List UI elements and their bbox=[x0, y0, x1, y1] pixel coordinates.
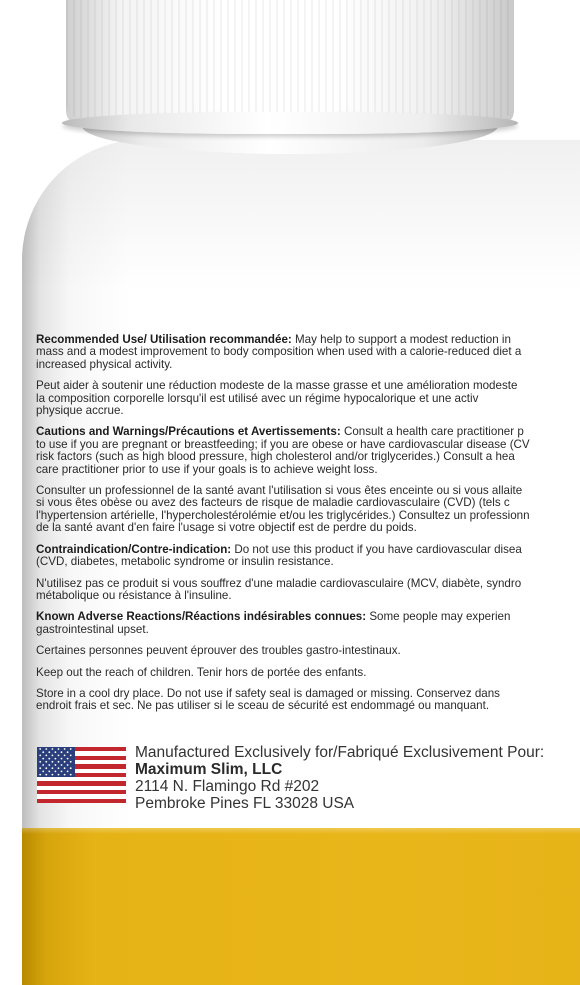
flag-star bbox=[61, 751, 63, 753]
recommended-heading: Recommended Use/ Utilisation recommandée: bbox=[36, 333, 292, 346]
adverse-reactions: Known Adverse Reactions/Réactions indésirables connues: Some people may experien gastrointestinal upset. bbox=[36, 610, 511, 636]
recommended-use-fr: Peut aider à soutenir une réduction modeste de la masse grasse et une amélioration modeste la composition corporelle lorsqu'il est utilisé avec un régime hypocalorique et une activ physique accrue. bbox=[36, 379, 518, 418]
flag-star bbox=[45, 774, 47, 776]
flag-canton bbox=[37, 747, 75, 777]
flag-star bbox=[39, 761, 41, 763]
flag-star bbox=[64, 761, 66, 763]
flag-star bbox=[64, 767, 66, 769]
flag-star bbox=[39, 755, 41, 757]
band-highlight bbox=[22, 828, 580, 834]
flag-star bbox=[58, 755, 60, 757]
flag-star bbox=[55, 764, 57, 766]
flag-star bbox=[61, 771, 63, 773]
flag-star bbox=[52, 774, 54, 776]
flag-star bbox=[67, 764, 69, 766]
flag-star bbox=[70, 761, 72, 763]
flag-star bbox=[52, 761, 54, 763]
children-warning: Keep out the reach of children. Tenir hors de portée des enfants. bbox=[36, 665, 367, 679]
flag-star bbox=[48, 758, 50, 760]
flag-star bbox=[61, 758, 63, 760]
cap-rim bbox=[62, 112, 518, 134]
flag-star bbox=[58, 748, 60, 750]
flag-star bbox=[42, 758, 44, 760]
manufacturer-heading: Manufactured Exclusively for/Fabriqué Exclusivement Pour: bbox=[135, 744, 545, 761]
flag-star bbox=[45, 767, 47, 769]
manufacturer-block bbox=[135, 744, 580, 812]
manufacturer-company: Maximum Slim, LLC bbox=[135, 761, 283, 778]
flag-star bbox=[70, 774, 72, 776]
flag-star bbox=[52, 755, 54, 757]
flag-star bbox=[67, 758, 69, 760]
flag-star bbox=[67, 751, 69, 753]
contraindication-heading: Contraindication/Contre-indication: bbox=[36, 542, 232, 556]
cap-ridges bbox=[66, 0, 514, 118]
flag-star bbox=[64, 774, 66, 776]
us-flag-icon bbox=[37, 747, 126, 803]
flag-star bbox=[70, 755, 72, 757]
flag-star bbox=[55, 771, 57, 773]
adverse-reactions-fr: Certaines personnes peuvent éprouver des troubles gastro-intestinaux. bbox=[36, 644, 401, 658]
cautions-heading: Cautions and Warnings/Précautions et Avertissements: bbox=[36, 425, 341, 439]
adverse-heading: Known Adverse Reactions/Réactions indésirables connues: bbox=[36, 610, 367, 624]
manufacturer-address-line2: Pembroke Pines FL 33028 USA bbox=[135, 795, 355, 812]
supplement-label bbox=[36, 334, 580, 722]
flag-star bbox=[55, 751, 57, 753]
flag-star bbox=[58, 767, 60, 769]
flag-star bbox=[48, 751, 50, 753]
flag-star bbox=[45, 755, 47, 757]
flag-star bbox=[45, 748, 47, 750]
flag-star bbox=[42, 771, 44, 773]
flag-star bbox=[61, 764, 63, 766]
flag-star bbox=[48, 764, 50, 766]
flag-star bbox=[70, 767, 72, 769]
flag-star bbox=[58, 761, 60, 763]
flag-star bbox=[55, 758, 57, 760]
label-yellow-band bbox=[22, 828, 580, 985]
cautions-warnings: Cautions and Warnings/Précautions et Avertissements: Consult a health care practitioner p to use if you are pregnant or breastfeeding; if you are obese or have cardiovascular disease (CV risk factors (such as high blood pressure, high cholesterol and/or triglycerides.) Consult a hea care practitioner prior to use if your goals is to achieve weight loss. bbox=[36, 425, 530, 476]
flag-star bbox=[70, 748, 72, 750]
storage-instructions: Store in a cool dry place. Do not use if safety seal is damaged or missing. Conservez dans endroit frais et sec. Ne pas utiliser si le sceau de sécurité est endommagé ou manquant. bbox=[36, 686, 500, 713]
contraindication: Contraindication/Contre-indication: Do not use this product if you have cardiovascular disea (CVD, diabetes, metabolic syndrome or insulin resistance. bbox=[36, 542, 522, 569]
flag-star bbox=[42, 751, 44, 753]
flag-star bbox=[58, 774, 60, 776]
flag-star bbox=[64, 748, 66, 750]
cautions-warnings-fr: Consulter un professionnel de la santé avant l'utilisation si vous êtes enceinte ou si vous allaite si vous êtes obèse ou avez des facteurs de risque de maladie cardiovasculaire (CVD) (tels c l'hypertension artérielle, l'hypercholestérolémie et/ou les triglycérides.) Consultez un professionn de la santé avant d'en faire l'usage si votre objectif est de perdre du poids. bbox=[36, 484, 530, 535]
recommended-use: Recommended Use/ Utilisation recommandée: May help to support a modest reduction in mass and a modest improvement to body composition when used with a calorie-reduced diet a increased physical activity. bbox=[36, 333, 522, 371]
flag-star bbox=[64, 755, 66, 757]
flag-star bbox=[39, 748, 41, 750]
flag-star bbox=[45, 761, 47, 763]
bottle-shoulder bbox=[22, 140, 580, 330]
flag-stars bbox=[37, 747, 75, 777]
flag-star bbox=[39, 774, 41, 776]
flag-star bbox=[52, 767, 54, 769]
flag-star bbox=[42, 764, 44, 766]
flag-star bbox=[39, 767, 41, 769]
flag-star bbox=[48, 771, 50, 773]
flag-star bbox=[52, 748, 54, 750]
contraindication-fr: N'utilisez pas ce produit si vous souffrez d'une maladie cardiovasculaire (MCV, diabète, syndro métabolique ou résistance à l'insuline. bbox=[36, 576, 522, 602]
manufacturer-address-line1: 2114 N. Flamingo Rd #202 bbox=[135, 778, 320, 795]
flag-star bbox=[67, 771, 69, 773]
